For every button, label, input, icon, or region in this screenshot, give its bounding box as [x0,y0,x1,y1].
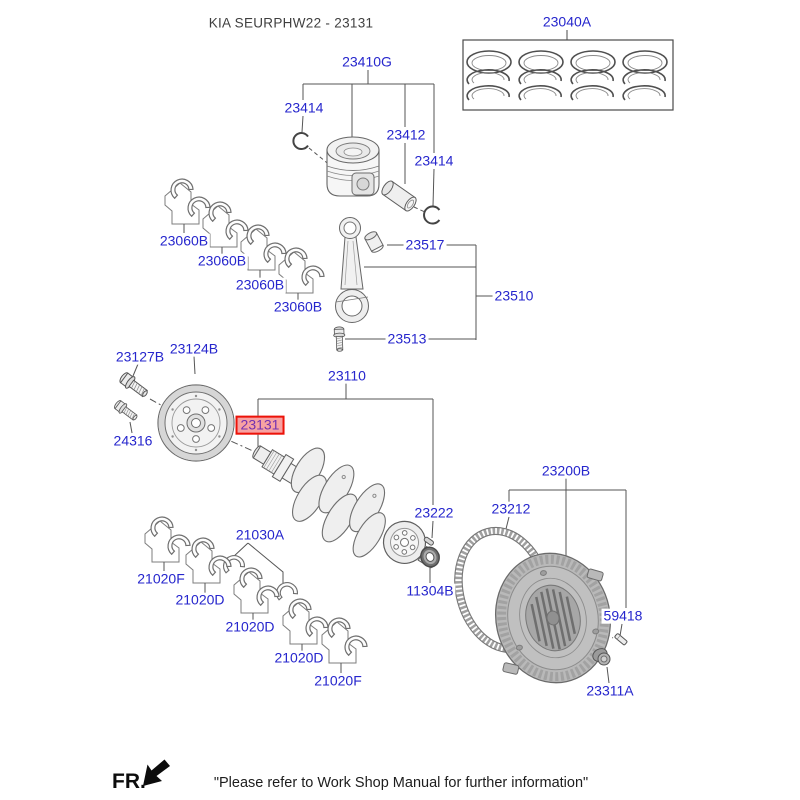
fr-direction-arrow-icon [143,760,170,787]
conrod-bolt-drawing [333,327,345,352]
small-bolt-drawing [113,399,140,423]
part-label-thrust-bearing-set[interactable]: 21030A [235,526,285,543]
part-label-connecting-rod[interactable]: 23510 [494,287,534,304]
part-label-crankshaft[interactable]: 23110 [328,367,366,384]
part-label-conrod-bolt[interactable]: 23513 [387,330,427,347]
part-label-main-bearing-3[interactable]: 21020D [225,618,275,635]
piston-drawing [327,137,379,196]
part-label-snap-ring-rear[interactable]: 23414 [414,152,454,169]
part-label-ring-gear[interactable]: 23212 [491,500,531,517]
part-label-small-bolt[interactable]: 24316 [113,432,153,449]
conrod-bushing-drawing [364,230,385,254]
part-label-pulley-bolt[interactable]: 23127B [115,348,165,365]
part-label-piston-kit[interactable]: 23410G [342,53,392,70]
part-label-conrod-bearing-2[interactable]: 23060B [197,252,247,269]
part-label-piston-pin[interactable]: 23412 [386,126,426,143]
part-label-woodruff-key[interactable]: 23222 [414,504,454,521]
part-label-conrod-bushing[interactable]: 23517 [405,236,445,253]
part-label-rear-oil-seal[interactable]: 11304B [406,582,454,599]
part-label-main-bearing-2[interactable]: 21020D [175,591,225,608]
diagram-title: KIA SEURPHW22 - 23131 [208,15,374,31]
part-label-conrod-bearing-1[interactable]: 23060B [159,232,209,249]
part-label-piston-ring-set[interactable]: 23040A [542,13,592,30]
part-label-snap-ring-front[interactable]: 23414 [284,99,324,116]
part-label-flywheel[interactable]: 23200B [541,462,591,479]
pulley-bolt-drawing [118,371,151,400]
part-label-main-bearing-5[interactable]: 21020F [314,672,362,689]
part-label-conrod-bearing-3[interactable]: 23060B [235,276,285,293]
part-label-highlighted-23131[interactable]: 23131 [236,416,285,435]
front-direction-label: FR. [112,770,146,793]
part-label-crankshaft-pulley[interactable]: 23124B [169,340,219,357]
part-label-main-bearing-1[interactable]: 21020F [137,570,185,587]
snap-ring-rear-drawing [424,207,439,224]
piston-group-drawing [293,70,439,224]
piston-ring-set-drawing [463,30,673,110]
part-label-dowel-pin[interactable]: 59418 [603,607,643,624]
piston-pin-drawing [380,179,419,213]
part-label-main-bearing-4[interactable]: 21020D [274,649,324,666]
snap-ring-front-drawing [293,133,308,149]
part-label-conrod-bearing-4[interactable]: 23060B [273,298,323,315]
crankshaft-pulley-drawing [158,385,234,461]
part-label-flywheel-bolt[interactable]: 23311A [586,682,634,699]
flywheel-group-drawing [441,478,627,694]
dowel-pin-drawing [614,633,627,645]
workshop-manual-note: "Please refer to Work Shop Manual for further information" [213,775,589,791]
connecting-rod-drawing [336,218,369,323]
